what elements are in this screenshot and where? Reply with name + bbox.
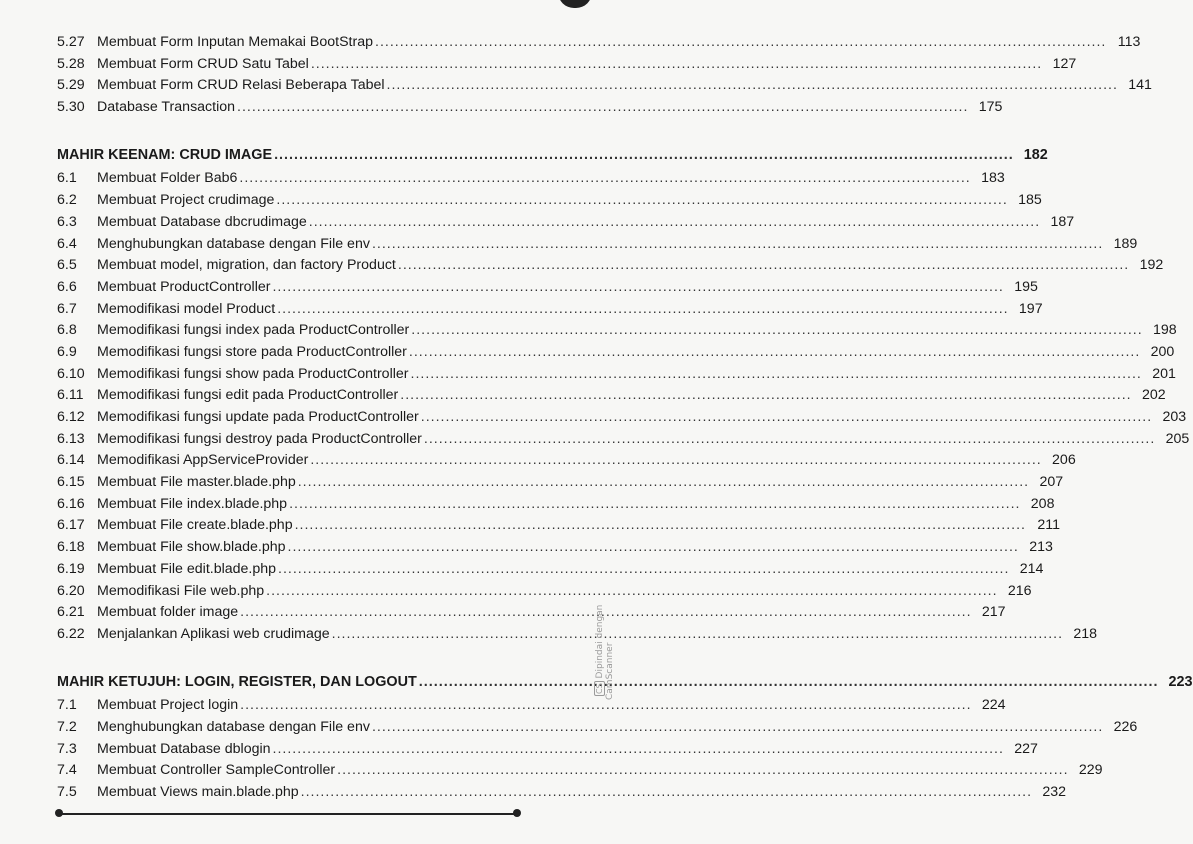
entry-number: 6.21	[57, 604, 85, 621]
entry-page-number: 202	[1141, 387, 1166, 404]
entry-title: Memodifikasi fungsi store pada ProductController	[97, 343, 407, 360]
entry-page-number: 213	[1029, 539, 1053, 556]
toc-entry	[57, 255, 1164, 277]
scanner-watermark-text: Dipindai dengan CamScanner	[595, 604, 615, 700]
entry-page-number: 175	[978, 99, 1003, 116]
entry-page-number: 185	[1018, 192, 1042, 209]
toc-entry	[57, 782, 1067, 804]
entry-title: Membuat Views main.blade.php	[97, 784, 299, 800]
dot-leader	[239, 168, 970, 190]
entry-page-number: 201	[1152, 365, 1176, 382]
dot-leader	[276, 190, 1007, 212]
rule-end-dot	[513, 809, 521, 817]
entry-title: Membuat Folder Bab6	[97, 170, 238, 187]
toc-entry	[57, 537, 1053, 559]
dot-leader	[372, 717, 1103, 739]
toc-entry	[57, 320, 1177, 342]
entry-title: Memodifikasi fungsi show pada ProductController	[97, 365, 409, 382]
entry-page-number: 187	[1050, 213, 1075, 230]
dot-leader	[273, 739, 1004, 761]
entry-page-number: 127	[1052, 55, 1077, 72]
toc-entry	[57, 168, 1005, 190]
dot-leader	[421, 407, 1152, 429]
dot-leader	[277, 299, 1008, 321]
entry-title: Membuat Database dblogin	[97, 740, 271, 757]
entry-title: Membuat Form CRUD Relasi Beberapa Tabel	[97, 77, 385, 94]
entry-page-number: 113	[1117, 34, 1141, 50]
entry-number: 6.20	[57, 582, 85, 599]
dot-leader	[266, 581, 997, 603]
entry-title: Menghubungkan database dengan File env	[97, 718, 370, 735]
entry-title: Memodifikasi model Product	[97, 300, 276, 317]
entry-title: Membuat File index.blade.php	[97, 495, 288, 512]
toc-entry	[57, 190, 1042, 212]
entry-number: 7.1	[57, 697, 77, 714]
toc-entry	[57, 559, 1044, 581]
entry-number: 6.19	[57, 560, 85, 577]
toc-entry	[57, 472, 1064, 494]
entry-number: 6.2	[57, 192, 77, 209]
dot-leader	[272, 277, 1003, 299]
entry-number: 6.15	[57, 474, 85, 491]
entry-number: 6.16	[57, 495, 85, 512]
entry-page-number: 198	[1153, 322, 1177, 339]
scanner-watermark	[594, 556, 615, 700]
entry-number: 6.4	[57, 235, 77, 252]
toc-entry	[57, 234, 1138, 256]
entry-title: Membuat folder image	[97, 604, 239, 621]
toc-entry	[57, 624, 1098, 646]
dot-leader	[278, 559, 1009, 581]
entry-page-number: 214	[1019, 560, 1044, 577]
entry-number: 6.12	[57, 409, 85, 425]
dot-leader	[424, 429, 1155, 451]
entry-number: 6.7	[57, 300, 77, 317]
entry-page-number: 218	[1073, 625, 1098, 642]
dot-leader	[237, 97, 968, 119]
entry-title: Memodifikasi fungsi index pada ProductController	[97, 322, 410, 339]
section-gap	[57, 119, 517, 131]
entry-title: Memodifikasi AppServiceProvider	[97, 452, 309, 469]
entry-number: 6.22	[57, 625, 85, 642]
entry-number: 5.29	[57, 77, 85, 94]
entry-page-number: 141	[1128, 77, 1152, 94]
entry-number: 6.17	[57, 517, 85, 534]
entry-page-number: 227	[1014, 740, 1038, 757]
entry-number: 7.5	[57, 784, 77, 800]
entry-title: Memodifikasi fungsi destroy pada ProductController	[97, 430, 422, 447]
page-corner-mark	[558, 0, 592, 8]
entry-title: Menjalankan Aplikasi web crudimage	[97, 625, 330, 642]
section-gap	[57, 646, 517, 658]
entry-number: 6.18	[57, 539, 85, 556]
toc-entry	[57, 717, 1138, 739]
bottom-rule	[57, 813, 517, 815]
dot-leader	[375, 32, 1106, 54]
entry-page-number: 189	[1113, 235, 1138, 252]
entry-title: Membuat File master.blade.php	[97, 474, 296, 491]
toc-entry	[57, 407, 1187, 429]
entry-number: 6.9	[57, 343, 77, 360]
dot-leader	[411, 320, 1142, 342]
dot-leader	[274, 145, 1014, 167]
entry-title: Membuat File show.blade.php	[97, 539, 286, 556]
entry-page-number: 183	[981, 170, 1005, 187]
toc-entry	[57, 342, 1175, 364]
toc-entry	[57, 429, 1190, 451]
entry-number: 6.6	[57, 278, 77, 295]
entry-page-number: 217	[981, 604, 1006, 621]
dot-leader	[419, 672, 1159, 694]
dot-leader	[288, 537, 1019, 559]
entry-number: 6.14	[57, 452, 85, 469]
entry-title: Membuat Project crudimage	[97, 192, 275, 209]
entry-title: Membuat model, migration, dan factory Product	[97, 257, 396, 274]
toc-entry	[57, 54, 1077, 76]
dot-leader	[301, 782, 1032, 804]
chapter-page-number: 223	[1168, 673, 1193, 690]
entry-number: 6.10	[57, 365, 85, 382]
entry-title: Membuat Controller SampleController	[97, 762, 336, 779]
dot-leader	[372, 234, 1103, 256]
entry-page-number: 226	[1113, 718, 1138, 735]
entry-number: 5.27	[57, 34, 85, 50]
entry-number: 6.11	[57, 387, 84, 404]
entry-title: Membuat Form Inputan Memakai BootStrap	[97, 34, 373, 50]
entry-page-number: 205	[1165, 430, 1190, 447]
entry-page-number: 197	[1018, 300, 1043, 317]
toc-entry	[57, 760, 1103, 782]
chapter-page-number: 182	[1023, 146, 1048, 163]
entry-number: 6.8	[57, 322, 77, 339]
entry-number: 5.28	[57, 55, 85, 72]
entry-title: Membuat Project login	[97, 697, 239, 714]
entry-page-number: 200	[1150, 343, 1175, 360]
camscanner-badge-icon: CS	[595, 683, 604, 694]
dot-leader	[332, 624, 1063, 646]
entry-title: Membuat File edit.blade.php	[97, 560, 277, 577]
dot-leader	[387, 75, 1118, 97]
entry-number: 5.30	[57, 99, 85, 116]
toc-entry	[57, 385, 1166, 407]
entry-page-number: 206	[1052, 452, 1076, 469]
entry-number: 6.3	[57, 213, 77, 230]
entry-page-number: 224	[981, 697, 1006, 714]
toc-entry	[57, 32, 1141, 54]
dot-leader	[337, 760, 1068, 782]
entry-page-number: 207	[1039, 474, 1064, 491]
entry-page-number: 211	[1037, 517, 1060, 534]
toc-entry	[57, 494, 1055, 516]
toc-entry	[57, 602, 1006, 624]
dot-leader	[298, 472, 1029, 494]
entry-page-number: 208	[1030, 495, 1055, 512]
entry-title: Memodifikasi File web.php	[97, 582, 265, 599]
entry-page-number: 216	[1007, 582, 1032, 599]
toc-entry	[57, 450, 1076, 472]
entry-number: 6.13	[57, 430, 85, 447]
dot-leader	[295, 515, 1026, 537]
entry-title: Memodifikasi fungsi update pada ProductController	[97, 409, 419, 425]
entry-title: Membuat Form CRUD Satu Tabel	[97, 55, 309, 72]
entry-page-number: 232	[1042, 784, 1067, 800]
toc-entry	[57, 695, 1006, 717]
entry-page-number: 192	[1139, 257, 1164, 274]
entry-page-number: 229	[1078, 762, 1103, 779]
dot-leader	[311, 54, 1042, 76]
entry-title: Menghubungkan database dengan File env	[97, 235, 370, 252]
entry-number: 7.4	[57, 762, 77, 779]
toc-entry	[57, 364, 1176, 386]
dot-leader	[310, 450, 1041, 472]
dot-leader	[400, 385, 1131, 407]
dot-leader	[409, 342, 1140, 364]
toc-entry	[57, 97, 1003, 119]
entry-title: Memodifikasi fungsi edit pada ProductController	[97, 387, 399, 404]
toc-entry	[57, 299, 1043, 321]
entry-title: Membuat ProductController	[97, 278, 271, 295]
entry-title: Database Transaction	[97, 99, 236, 116]
entry-number: 7.2	[57, 718, 77, 735]
toc-entry	[57, 739, 1038, 761]
dot-leader	[309, 212, 1040, 234]
toc-entry	[57, 212, 1075, 234]
dot-leader	[398, 255, 1129, 277]
toc-entry	[57, 515, 1060, 537]
entry-number: 6.5	[57, 257, 77, 274]
entry-number: 6.1	[57, 170, 77, 187]
entry-page-number: 195	[1014, 278, 1038, 295]
entry-title: Membuat Database dbcrudimage	[97, 213, 307, 230]
dot-leader	[411, 364, 1142, 386]
chapter-title: MAHIR KETUJUH: LOGIN, REGISTER, DAN LOGOUT	[57, 673, 417, 690]
dot-leader	[289, 494, 1020, 516]
chapter-heading	[57, 145, 1048, 167]
toc-entry	[57, 75, 1152, 97]
chapter-title: MAHIR KEENAM: CRUD IMAGE	[57, 146, 273, 163]
toc-entry	[57, 581, 1032, 603]
entry-title: Membuat File create.blade.php	[97, 517, 293, 534]
toc-entry	[57, 277, 1038, 299]
entry-page-number: 203	[1162, 409, 1187, 425]
entry-number: 7.3	[57, 740, 77, 757]
